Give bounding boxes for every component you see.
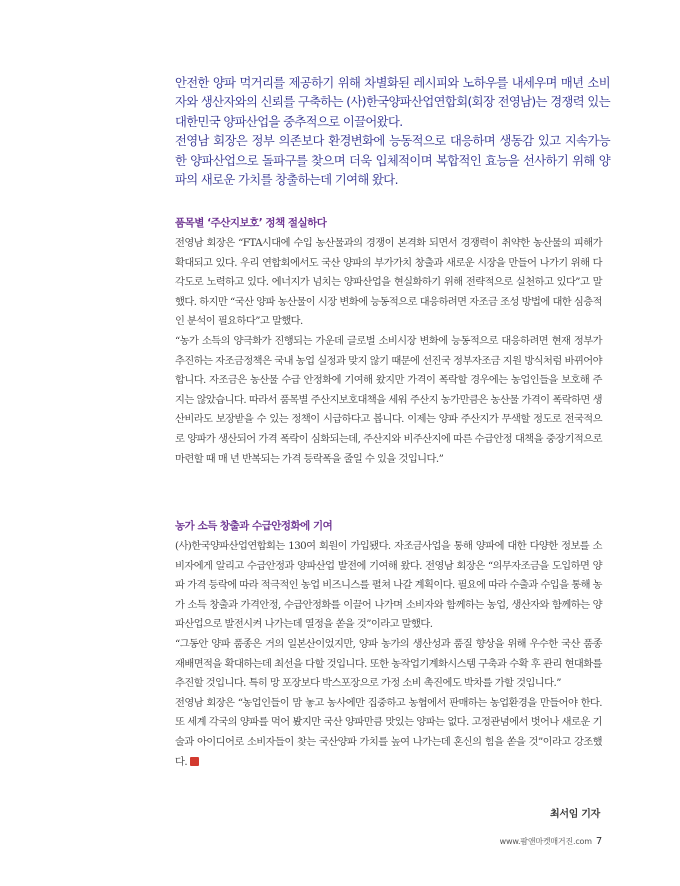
body-paragraph: (사)한국양파산업연합회는 130여 회원이 가입됐다. 자조금사업을 통해 양파에 대한 다양한 정보를 소비자에게 알리고 수급안정과 양파산업 발전에 기여해 왔다. 전영남 회장은 “의무자조금을 도입하면 양파 가격 등락에 따라 적극적인 농업 비즈니스를 펼쳐 나갈 계획이다. 필요에 따라 수출과 수입을 통해 농가 소득 창출과 가격안정, 수급안정화를 이끌어 나가며 소비자와 함께하는 농업, 생산자와 함께하는 양파산업으로 발전시켜 나가는데 열정을 쏟을 것”이라고 말했다. [175,540,602,631]
section-heading-2: 농가 소득 창출과 수급안정화에 기여 [175,520,333,532]
section-heading-1: 품목별 ‘주산지보호’ 정책 절실하다 [175,217,327,229]
body-paragraph: “농가 소득의 양극화가 진행되는 가운데 글로벌 소비시장 변화에 능동적으로 대응하려면 현재 정부가 추진하는 자조금정책은 국내 농업 실정과 맞지 않기 때문에 선진국 정부자조금 지원 방식처럼 바뀌어야 합니다. 자조금은 농산물 수급 안정화에 기여해 왔지만 가격이 폭락할 경우에는 농업인들을 보호해 주지는 않았습니다. 따라서 품목별 주산지보호대책을 세워 주산지 농가만큼은 농산물 가격이 폭락하면 생산비라도 보장받을 수 있는 정책이 시급하다고 봅니다. 이제는 양파 주산지가 무색할 정도로 전국적으로 양파가 생산되어 가격 폭락이 심화되는데, 주산지와 비주산지에 따른 수급안정 대책을 중장기적으로 마련할 때 매 년 반복되는 가격 등락폭을 줄일 수 있을 것입니다.” [175,334,602,465]
end-mark-icon [190,757,199,766]
body-paragraph: “그동안 양파 품종은 거의 일본산이었지만, 양파 농가의 생산성과 품질 향상을 위해 우수한 국산 품종 재배면적을 확대하는데 최선을 다할 것입니다. 또한 농작업기계화시스템 구축과 수확 후 관리 현대화를 추진할 것입니다. 특히 망 포장보다 박스포장으로 가정 소비 촉진에도 박차를 가할 것입니다.” [175,637,602,690]
section-body-2 [175,537,602,772]
body-paragraph: 전영남 회장은 “FTA시대에 수입 농산물과의 경쟁이 본격화 되면서 경쟁력이 취약한 농산물의 피해가 확대되고 있다. 우리 연합회에서도 국산 양파의 부가가치 창출과 새로운 시장을 만들어 나가기 위해 다각도로 노력하고 있다. 에너지가 넘치는 양파산업을 현실화하기 위해 전략적으로 실천하고 있다”고 말했다. 하지만 “국산 양파 농산물이 시장 변화에 능동적으로 대응하려면 자조금 조성 방법에 대한 심층적인 분석이 필요하다”고 말했다. [175,237,602,328]
closing-text: 전영남 회장은 “농업인들이 맘 놓고 농사에만 집중하고 농협에서 판매하는 농업환경을 만들어야 한다. 또 세계 각국의 양파를 먹어 봤지만 국산 양파만큼 맛있는 양파는 없다. 고정관념에서 벗어나 새로운 기술과 아이디어로 소비자들이 찾는 국산양파 가치를 높여 나가는데 혼신의 힘을 쏟을 것”이라고 강조했다. [175,696,602,768]
lead-paragraph: 안전한 양파 먹거리를 제공하기 위해 차별화된 레시피와 노하우를 내세우며 매년 소비자와 생산자와의 신뢰를 구축하는 (사)한국양파산업연합회(회장 전영남)는 경쟁력 있는 대한민국 양파산업을 중추적으로 이끌어왔다. [175,76,610,129]
lead-intro [175,74,610,190]
byline: 최서임 기자 [550,809,600,820]
footer-site: www.팜앤마켓매거진.com [499,837,592,846]
section-body-1 [175,234,602,469]
lead-paragraph: 전영남 회장은 정부 의존보다 환경변화에 능동적으로 대응하며 생동감 있고 지속가능한 양파산업으로 돌파구를 찾으며 더욱 입체적이며 복합적인 효능을 선사하기 위해 양파의 새로운 가치를 창출하는데 기여해 왔다. [175,134,610,188]
page-footer [500,836,602,847]
page-number: 7 [595,836,602,847]
body-paragraph [175,694,602,772]
